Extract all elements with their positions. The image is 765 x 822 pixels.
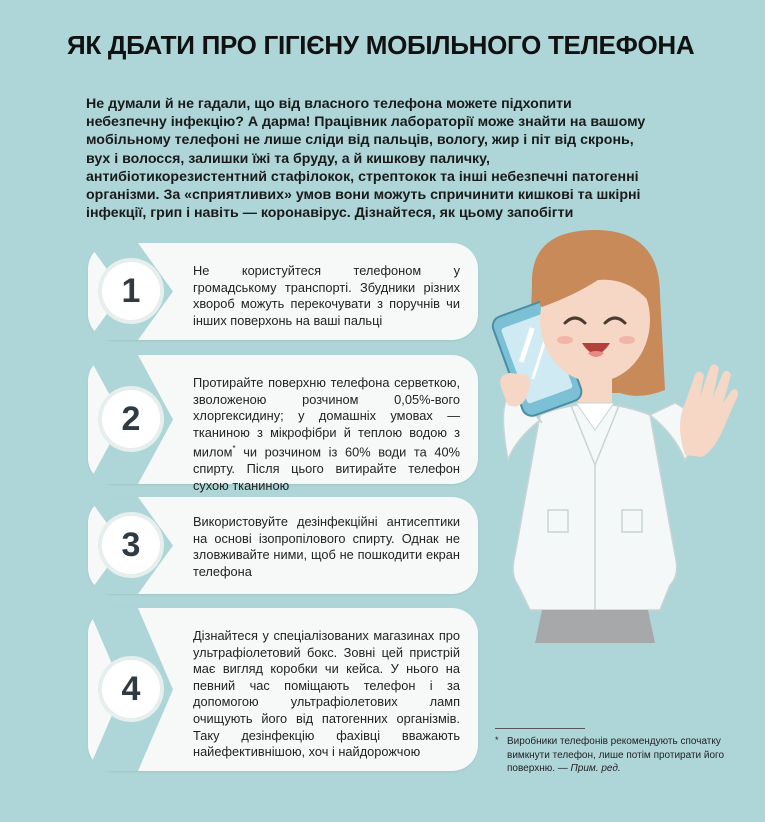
tip-number-area <box>88 497 173 594</box>
tip-card-2 <box>88 355 478 493</box>
editor-note: Прим. ред. <box>570 763 621 774</box>
footnote-text <box>507 735 750 776</box>
footnote <box>495 735 750 776</box>
tip-number-area <box>88 243 173 340</box>
footnote-divider <box>495 728 585 729</box>
footnote-marker: * <box>495 735 499 745</box>
tip-text: Не користуйтеся телефоном у громадському транспорті. Збудники різних хвороб можуть перекочувати з поручнів чи інших поверхонь на ваші пальці <box>193 263 460 328</box>
tip-number: 1 <box>102 262 160 320</box>
tip-number-area <box>88 355 173 484</box>
page-title: ЯК ДБАТИ ПРО ГІГІЄНУ МОБІЛЬНОГО ТЕЛЕФОНА <box>67 30 695 60</box>
tip-text-part: чи розчином із 60% води та 40% спирту. Після цього витирайте телефон сухою тканиною <box>193 444 460 493</box>
tip-number: 3 <box>102 516 160 574</box>
tip-card-1 <box>88 243 478 340</box>
doctor-illustration <box>470 225 760 645</box>
intro-paragraph: Не думали й не гадали, що від власного телефона можете підхопити небезпечну інфекцію? А дарма! Працівник лабораторії може знайти на вашому мобільному телефоні не лише сліди від пальців, вологу, жир і піт від скронь, вух і волосся, залишки їжі та бруду, а й кишкову паличку, антибіотикорезистентний стафілокок, стрептокок та інші небезпечні патогенні організми. За «сприятливих» умов вони можуть спричинити кишкові та шкірні інфекції, грип і навіть — коронавірус. Дізнайтеся, як цьому запобігти <box>86 96 646 222</box>
tip-text: Використовуйте дезінфекційні антисептики на основі ізопропілового спирту. Однак не зловживайте ними, щоб не пошкодити екран телефона <box>193 514 460 579</box>
skirt <box>535 610 655 643</box>
tip-text: Дізнайтеся у спеціалізованих магазинах про ультрафіолетовий бокс. Зовні цей пристрій має вигляд коробки чи кейса. У нього на певний час поміщають телефон і за допомогою ультрафіолетових ламп очищують його від патогенних організмів. Таку дезінфекцію фахівці вважають найефективнішою, хоч і найдорожчою <box>193 628 460 760</box>
tip-card-4 <box>88 608 478 771</box>
waving-hand <box>680 364 738 457</box>
tip-number: 4 <box>102 660 160 718</box>
tip-number: 2 <box>102 390 160 448</box>
tip-text-part: Протирайте поверхню телефона серветкою, зволоженою розчином 0,05%-вого хлоргексидину; у домашніх умовах — тканиною з мікрофібри й теплою водою з милом <box>193 375 460 460</box>
tip-text <box>193 375 460 494</box>
tip-card-3 <box>88 497 478 594</box>
cheek <box>557 336 573 344</box>
footnote-body: Виробники телефонів рекомендують спочатку вимкнути телефон, лише потім протирати його поверхню. — <box>507 736 725 774</box>
footnote-marker: * <box>232 444 236 454</box>
tip-number-area <box>88 608 173 771</box>
cheek <box>619 336 635 344</box>
